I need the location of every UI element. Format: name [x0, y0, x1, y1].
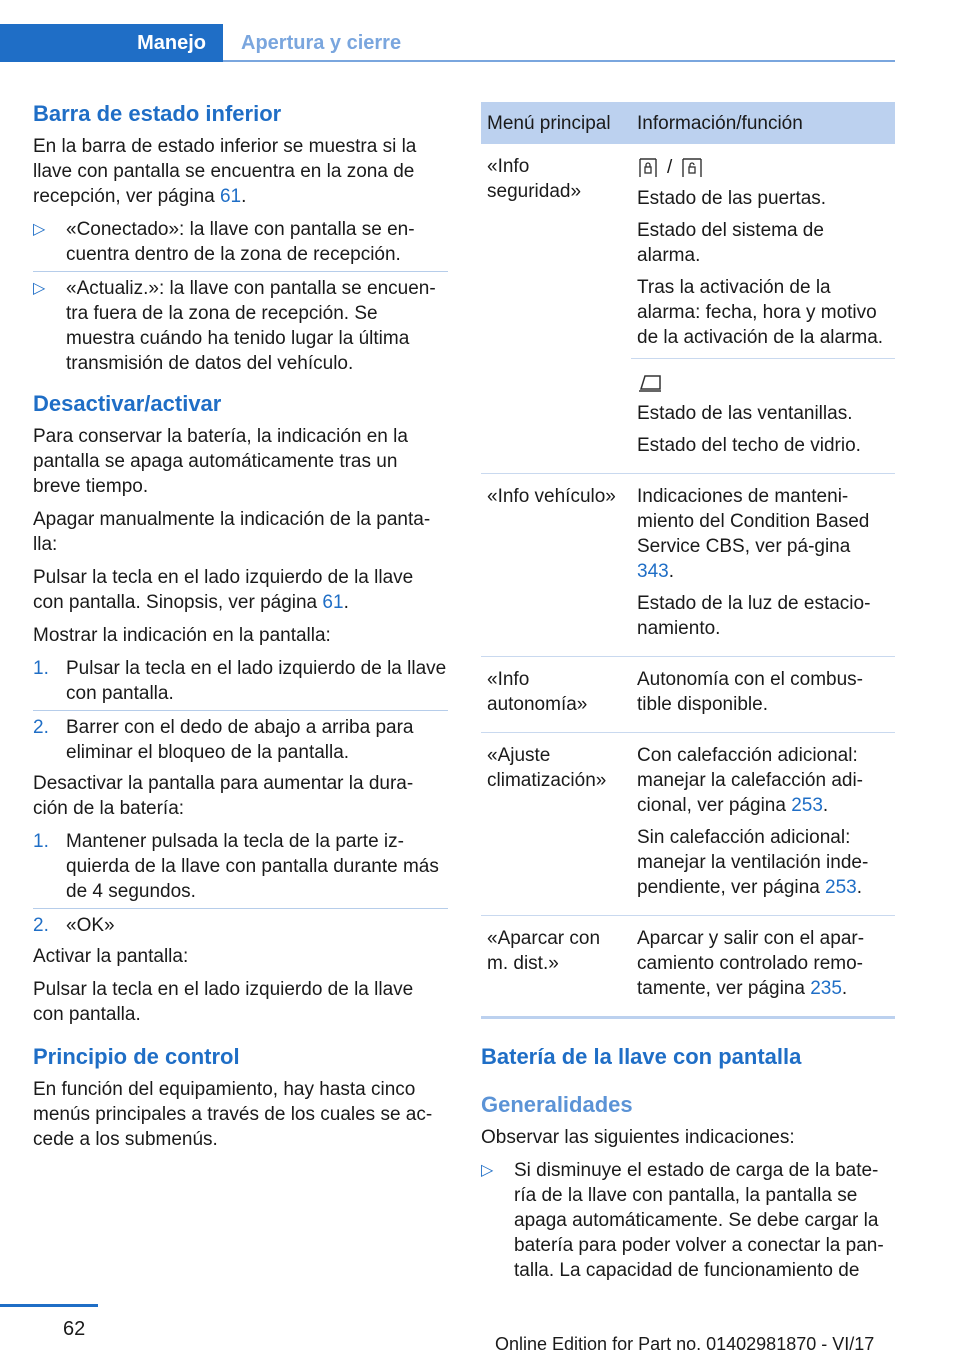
section-title-principio: Principio de control: [33, 1044, 240, 1069]
icon-group: [637, 369, 889, 395]
table-row: [481, 916, 895, 1018]
page-link[interactable]: 61: [219, 186, 242, 207]
footer-divider: [0, 1304, 98, 1307]
paragraph: Apagar manualmente la indicación de la panta‐lla:: [33, 509, 431, 555]
page-header: [0, 24, 895, 62]
table-cell-menu: «Info vehículo»: [481, 474, 631, 657]
paragraph: Pulsar la tecla en el lado izquierdo de la llave con pantalla. Sinopsis, ver página 61.: [33, 567, 414, 613]
paragraph: Desactivar la pantalla para aumentar la dura‐ción de la batería:: [33, 773, 414, 819]
list-item: 1. Pulsar la tecla en el lado izquierdo de la llave con pantalla.: [33, 658, 447, 704]
table-cell-menu: «Info autonomía»: [481, 657, 631, 733]
triangle-bullet-icon: ▷: [33, 221, 46, 238]
paragraph: Pulsar la tecla en el lado izquierdo de la llave con pantalla.: [33, 979, 414, 1025]
table-header-menu: Menú principal: [481, 102, 631, 144]
table-row: [481, 474, 895, 657]
list-item: ▷ «Conectado»: la llave con pantalla se en‐cuentra dentro de la zona de recepción.: [33, 219, 415, 265]
table-cell-info: / Estado de las puertas. Estado del sistema de alarma. Tras la activación de la alarma: fecha, hora y motivo de la activación de la alarma. Estado de las ventanillas. Estado del techo de vidrio.: [631, 144, 895, 474]
cell-divider: [631, 358, 895, 359]
header-divider: [223, 60, 895, 62]
numbered-list: [33, 656, 448, 765]
left-column: [33, 100, 448, 1160]
page-link[interactable]: 61: [322, 592, 344, 613]
section-title-generalidades: Generalidades: [481, 1092, 633, 1117]
table-row: [481, 144, 895, 474]
list-item: 2. «OK»: [33, 908, 448, 938]
page-link[interactable]: 235: [810, 978, 842, 999]
bullet-list: [481, 1158, 895, 1283]
table-cell-info: Indicaciones de manteni‐miento del Condition Based Service CBS, ver pá‐gina 343. Estado de la luz de estacio‐namiento.: [631, 474, 895, 657]
door-lock-closed-icon: [637, 155, 659, 179]
paragraph: Mostrar la indicación en la pantalla:: [33, 625, 331, 646]
paragraph: En la barra de estado inferior se muestra si la llave con pantalla se encuentra en la zona de recepción, ver página 61.: [33, 136, 417, 207]
paragraph: Para conservar la batería, la indicación en la pantalla se apaga automáticamente tras un breve tiempo.: [33, 426, 408, 497]
icon-group: [637, 154, 889, 180]
section-title-desactivar: Desactivar/activar: [33, 391, 222, 416]
list-item: 2. Barrer con el dedo de abajo a arriba para eliminar el bloqueo de la pantalla.: [33, 710, 448, 765]
edition-note: Online Edition for Part no. 01402981870 - VI/17: [495, 1334, 875, 1354]
slash-separator: /: [667, 156, 673, 178]
table-row: [481, 733, 895, 916]
section-title-barra-estado: Barra de estado inferior: [33, 101, 282, 126]
right-column: [481, 100, 895, 1297]
paragraph: Activar la pantalla:: [33, 946, 189, 967]
triangle-bullet-icon: ▷: [481, 1162, 494, 1179]
page-number: 62: [63, 1318, 86, 1340]
header-tab-manejo[interactable]: Manejo: [0, 24, 223, 62]
page-link[interactable]: 253: [791, 795, 823, 816]
paragraph: Observar las siguientes indicaciones:: [481, 1127, 795, 1148]
table-cell-menu: «Info seguridad»: [481, 144, 631, 474]
bullet-list: [33, 217, 448, 376]
numbered-list: [33, 829, 448, 938]
section-title-bateria: Batería de la llave con pantalla: [481, 1044, 802, 1069]
page-link[interactable]: 343: [637, 561, 669, 582]
window-icon: [637, 371, 663, 393]
page-link[interactable]: 253: [825, 877, 857, 898]
table-row: [481, 657, 895, 733]
header-tab-apertura[interactable]: Apertura y cierre: [223, 24, 895, 62]
table-header-info: Información/función: [631, 102, 895, 144]
list-item: ▷ «Actualiz.»: la llave con pantalla se encuen‐tra fuera de la zona de recepción. Se muestra cuándo ha tenido lugar la última transmisión de datos del vehículo.: [33, 271, 448, 376]
table-cell-info: Aparcar y salir con el apar‐camiento controlado remo‐tamente, ver página 235.: [631, 916, 895, 1018]
triangle-bullet-icon: ▷: [33, 280, 46, 297]
table-cell-info: Autonomía con el combus‐tible disponible.: [631, 657, 895, 733]
paragraph: En función del equipamiento, hay hasta cinco menús principales a través de los cuales se ac‐cede a los submenús.: [33, 1079, 433, 1150]
list-item: ▷ Si disminuye el estado de carga de la bate‐ría de la llave con pantalla, la pantalla se apaga automáticamente. Se debe cargar la batería para poder volver a conectar la pan‐talla. La capacidad de funcionamiento de: [481, 1160, 884, 1281]
table-cell-info: Con calefacción adicional: manejar la calefacción adi‐cional, ver página 253. Sin calefacción adicional: manejar la ventilación inde‐pendiente, ver página 253.: [631, 733, 895, 916]
table-cell-menu: «Ajuste climatización»: [481, 733, 631, 916]
list-item: 1. Mantener pulsada la tecla de la parte iz‐quierda de la llave con pantalla durante más de 4 segundos.: [33, 831, 439, 902]
door-lock-open-icon: [680, 155, 704, 179]
menu-table: [481, 102, 895, 1019]
table-cell-menu: «Aparcar con m. dist.»: [481, 916, 631, 1018]
